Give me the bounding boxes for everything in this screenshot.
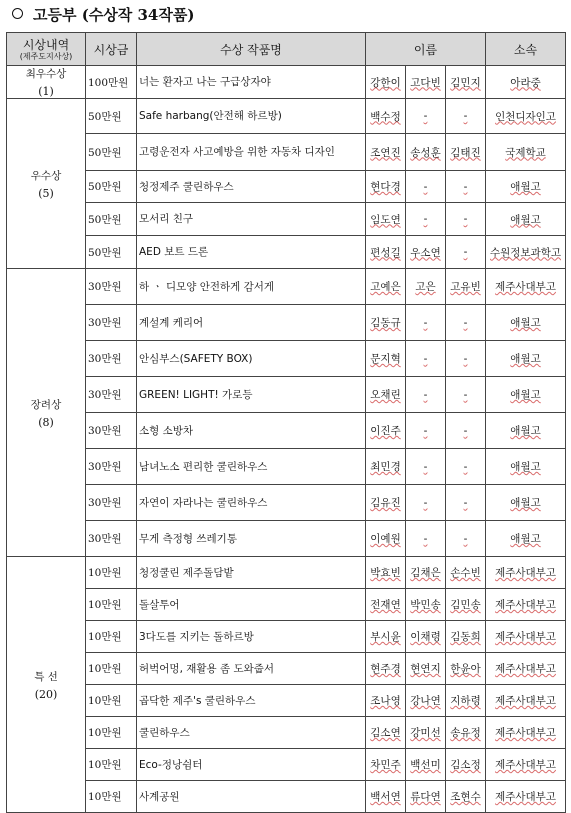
work-title-cell: 돌살투어 — [137, 589, 366, 621]
member-name-3: 고유빈 — [446, 269, 486, 305]
affiliation-cell: 애월고 — [486, 203, 566, 236]
member-name-2: - — [406, 171, 446, 203]
prize-cell: 30만원 — [86, 377, 137, 413]
table-row — [7, 589, 566, 621]
member-name-1: 부시윤 — [366, 621, 406, 653]
header-row — [7, 33, 566, 66]
member-name-1: 오채린 — [366, 377, 406, 413]
table-row — [7, 485, 566, 521]
work-title-cell: 허벅어멍, 재활용 좀 도와줍서 — [137, 653, 366, 685]
work-title-cell: Safe harbang(안전해 하르방) — [137, 99, 366, 134]
table-row — [7, 171, 566, 203]
member-name-1: 김유진 — [366, 485, 406, 521]
awards-table — [6, 32, 566, 813]
table-row — [7, 653, 566, 685]
table-row — [7, 341, 566, 377]
table-row — [7, 557, 566, 589]
prize-cell: 30만원 — [86, 485, 137, 521]
member-name-1: 최민경 — [366, 449, 406, 485]
member-name-3: 김민지 — [446, 66, 486, 99]
member-name-1: 백수정 — [366, 99, 406, 134]
affiliation-cell: 제주사대부고 — [486, 269, 566, 305]
header-category-label: 시상내역 — [22, 37, 70, 52]
table-row — [7, 521, 566, 557]
work-title-cell: 곱닥한 제주's 쿨린하우스 — [137, 685, 366, 717]
member-name-1: 편성길 — [366, 236, 406, 269]
table-row — [7, 749, 566, 781]
member-name-3: 김태진 — [446, 134, 486, 171]
prize-cell: 10만원 — [86, 557, 137, 589]
member-name-2: - — [406, 377, 446, 413]
work-title-cell: 고령운전자 사고예방을 위한 자동차 디자인 — [137, 134, 366, 171]
member-name-1: 조연진 — [366, 134, 406, 171]
table-row — [7, 269, 566, 305]
member-name-3: - — [446, 449, 486, 485]
affiliation-cell: 수원정보과학고 — [486, 236, 566, 269]
member-name-2: 박민송 — [406, 589, 446, 621]
header-prize: 시상금 — [86, 33, 137, 66]
affiliation-cell: 애월고 — [486, 449, 566, 485]
member-name-2: 고은 — [406, 269, 446, 305]
table-row — [7, 413, 566, 449]
member-name-3: 김소정 — [446, 749, 486, 781]
category-count: (1) — [38, 85, 54, 98]
header-category-sub: (제주도지사상) — [19, 51, 73, 61]
section-title-text: 고등부 (수상작 34작품) — [33, 6, 195, 24]
prize-cell: 100만원 — [86, 66, 137, 99]
work-title-cell: 청정쿨린 제주돌담밭 — [137, 557, 366, 589]
affiliation-cell: 제주사대부고 — [486, 589, 566, 621]
work-title-cell: 3다도를 지키는 돌하르방 — [137, 621, 366, 653]
category-label: 우수상 — [30, 169, 62, 182]
category-cell — [7, 99, 86, 269]
member-name-3: 김민송 — [446, 589, 486, 621]
section-title — [6, 2, 194, 28]
member-name-2: - — [406, 203, 446, 236]
member-name-3: - — [446, 521, 486, 557]
member-name-1: 이예원 — [366, 521, 406, 557]
table-row — [7, 449, 566, 485]
member-name-1: 문지혁 — [366, 341, 406, 377]
work-title-cell: 청정제주 쿨린하우스 — [137, 171, 366, 203]
header-name: 이름 — [366, 33, 486, 66]
member-name-2: - — [406, 413, 446, 449]
member-name-1: 현다경 — [366, 171, 406, 203]
table-row — [7, 685, 566, 717]
affiliation-cell: 아라중 — [486, 66, 566, 99]
member-name-2: 류다연 — [406, 781, 446, 813]
affiliation-cell: 애월고 — [486, 485, 566, 521]
prize-cell: 10만원 — [86, 781, 137, 813]
prize-cell: 30만원 — [86, 413, 137, 449]
member-name-3: - — [446, 377, 486, 413]
table-row — [7, 305, 566, 341]
member-name-3: - — [446, 99, 486, 134]
member-name-3: 송유정 — [446, 717, 486, 749]
affiliation-cell: 애월고 — [486, 171, 566, 203]
affiliation-cell: 인천디자인고 — [486, 99, 566, 134]
prize-cell: 30만원 — [86, 341, 137, 377]
work-title-cell: 계설계 케리어 — [137, 305, 366, 341]
member-name-3: 지하령 — [446, 685, 486, 717]
table-row — [7, 66, 566, 99]
prize-cell: 50만원 — [86, 99, 137, 134]
member-name-2: - — [406, 99, 446, 134]
prize-cell: 50만원 — [86, 203, 137, 236]
table-row — [7, 781, 566, 813]
header-affiliation: 소속 — [486, 33, 566, 66]
work-title-cell: GREEN! LIGHT! 가로등 — [137, 377, 366, 413]
member-name-3: - — [446, 485, 486, 521]
prize-cell: 30만원 — [86, 269, 137, 305]
member-name-1: 박효빈 — [366, 557, 406, 589]
category-cell — [7, 66, 86, 99]
member-name-1: 전재연 — [366, 589, 406, 621]
member-name-3: - — [446, 413, 486, 449]
prize-cell: 30만원 — [86, 449, 137, 485]
member-name-2: - — [406, 521, 446, 557]
table-row — [7, 621, 566, 653]
work-title-cell: 사계공원 — [137, 781, 366, 813]
prize-cell: 50만원 — [86, 171, 137, 203]
category-count: (5) — [38, 186, 54, 200]
member-name-2: - — [406, 449, 446, 485]
work-title-cell: 무게 측정형 쓰레기통 — [137, 521, 366, 557]
member-name-2: 강나연 — [406, 685, 446, 717]
member-name-3: - — [446, 236, 486, 269]
work-title-cell: 안심부스(SAFETY BOX) — [137, 341, 366, 377]
table-row — [7, 236, 566, 269]
member-name-1: 김소연 — [366, 717, 406, 749]
work-title-cell: Eco-정낭쉼터 — [137, 749, 366, 781]
header-category — [7, 33, 86, 66]
member-name-2: 고다빈 — [406, 66, 446, 99]
circle-bullet-icon — [12, 8, 23, 19]
prize-cell: 10만원 — [86, 621, 137, 653]
member-name-2: - — [406, 341, 446, 377]
work-title-cell: 쿨린하우스 — [137, 717, 366, 749]
prize-cell: 10만원 — [86, 685, 137, 717]
table-row — [7, 717, 566, 749]
affiliation-cell: 애월고 — [486, 413, 566, 449]
member-name-2: 백선미 — [406, 749, 446, 781]
table-row — [7, 203, 566, 236]
member-name-2: 이채령 — [406, 621, 446, 653]
affiliation-cell: 애월고 — [486, 521, 566, 557]
work-title-cell: 소형 소방차 — [137, 413, 366, 449]
affiliation-cell: 제주사대부고 — [486, 653, 566, 685]
member-name-3: - — [446, 305, 486, 341]
work-title-cell: AED 보트 드론 — [137, 236, 366, 269]
prize-cell: 10만원 — [86, 589, 137, 621]
member-name-1: 차민주 — [366, 749, 406, 781]
table-row — [7, 99, 566, 134]
affiliation-cell: 제주사대부고 — [486, 717, 566, 749]
prize-cell: 10만원 — [86, 749, 137, 781]
prize-cell: 10만원 — [86, 653, 137, 685]
member-name-2: 김채은 — [406, 557, 446, 589]
table-row — [7, 134, 566, 171]
prize-cell: 10만원 — [86, 717, 137, 749]
category-cell — [7, 557, 86, 813]
affiliation-cell: 애월고 — [486, 377, 566, 413]
member-name-3: 조현수 — [446, 781, 486, 813]
member-name-2: - — [406, 485, 446, 521]
member-name-1: 현주경 — [366, 653, 406, 685]
work-title-cell: 자연이 자라나는 쿨린하우스 — [137, 485, 366, 521]
category-label: 장려상 — [30, 398, 62, 411]
member-name-1: 임도연 — [366, 203, 406, 236]
category-count: (20) — [34, 687, 58, 701]
affiliation-cell: 제주사대부고 — [486, 749, 566, 781]
work-title-cell: 모서리 친구 — [137, 203, 366, 236]
category-label: 최우수상 — [25, 68, 67, 80]
member-name-3: - — [446, 341, 486, 377]
affiliation-cell: 제주사대부고 — [486, 557, 566, 589]
member-name-3: - — [446, 171, 486, 203]
affiliation-cell: 국제학교 — [486, 134, 566, 171]
member-name-1: 고예은 — [366, 269, 406, 305]
category-label: 특 선 — [34, 670, 58, 683]
work-title-cell: 하 ㆍ 디모양 안전하게 감서게 — [137, 269, 366, 305]
member-name-2: 현연지 — [406, 653, 446, 685]
member-name-2: 송성훈 — [406, 134, 446, 171]
member-name-3: - — [446, 203, 486, 236]
member-name-3: 김동희 — [446, 621, 486, 653]
prize-cell: 30만원 — [86, 521, 137, 557]
affiliation-cell: 제주사대부고 — [486, 781, 566, 813]
affiliation-cell: 애월고 — [486, 341, 566, 377]
category-count: (8) — [38, 415, 54, 429]
member-name-3: 한윤아 — [446, 653, 486, 685]
member-name-1: 강한이 — [366, 66, 406, 99]
affiliation-cell: 제주사대부고 — [486, 621, 566, 653]
member-name-1: 조나영 — [366, 685, 406, 717]
member-name-2: 강미선 — [406, 717, 446, 749]
prize-cell: 50만원 — [86, 134, 137, 171]
member-name-1: 백서연 — [366, 781, 406, 813]
table-row — [7, 377, 566, 413]
member-name-2: - — [406, 305, 446, 341]
prize-cell: 30만원 — [86, 305, 137, 341]
prize-cell: 50만원 — [86, 236, 137, 269]
category-cell — [7, 269, 86, 557]
member-name-3: 손수빈 — [446, 557, 486, 589]
affiliation-cell: 제주사대부고 — [486, 685, 566, 717]
member-name-2: 우소연 — [406, 236, 446, 269]
work-title-cell: 남녀노소 편리한 쿨린하우스 — [137, 449, 366, 485]
work-title-cell: 너는 환자고 나는 구급상자야 — [137, 66, 366, 99]
member-name-1: 김동규 — [366, 305, 406, 341]
affiliation-cell: 애월고 — [486, 305, 566, 341]
member-name-1: 이진주 — [366, 413, 406, 449]
header-work: 수상 작품명 — [137, 33, 366, 66]
